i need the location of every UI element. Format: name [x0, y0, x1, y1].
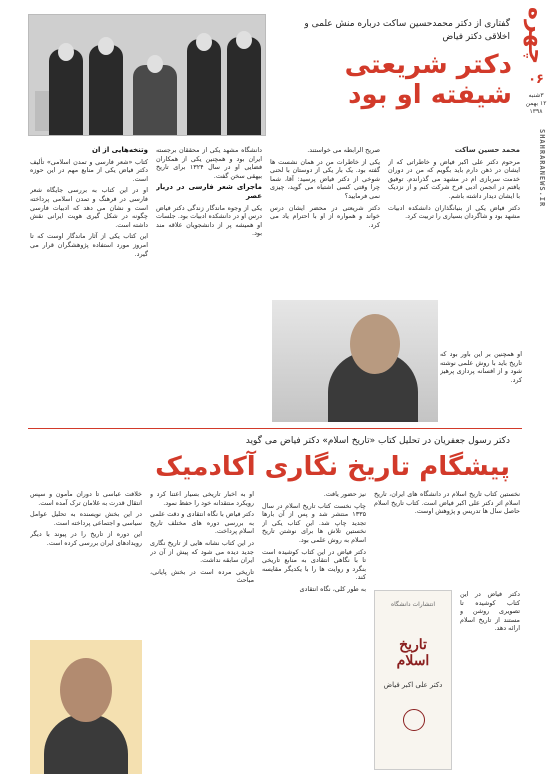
site-url[interactable]: SHAHRARANEWS.IR	[538, 128, 546, 208]
article-column	[460, 590, 520, 770]
photo-figure	[227, 37, 261, 135]
masthead-logo[interactable]: چهره	[523, 7, 548, 65]
section-divider	[28, 428, 522, 429]
article-headline[interactable]: پیشگام تاریخ نگاری آکادمیک	[155, 452, 510, 482]
photo-figure-head	[58, 43, 74, 61]
paragraph: دکتر شریعتی در محضر ایشان درس خواند و همواره از او با احترام یاد می کرد.	[270, 203, 380, 229]
paragraph: مرحوم دکتر علی اکبر فیاض و خاطراتی که از ایشان در ذهن دارم باید بگویم که من در دوران خدمت سربازی ام در مشهد می گذراندم. توفیق یافتم در انجمن ادبی فرخ شرکت کنم و از نزدیک با ایشان دیدار داشته باشم.	[388, 157, 520, 200]
paragraph: دکتر فیاض با نگاه انتقادی و دقت علمی به بررسی دوره های مختلف تاریخ اسلام پرداخت.	[150, 510, 254, 536]
paragraph: این کتاب یکی از آثار ماندگار اوست که تا امروز مورد استفاده پژوهشگران قرار می گیرد.	[30, 232, 148, 258]
portrait-photo	[30, 640, 142, 774]
portrait-face	[350, 314, 400, 374]
paragraph: در این بخش نویسنده به تحلیل عوامل سیاسی و اجتماعی پرداخته است.	[30, 510, 142, 527]
paragraph: تاریخی مرده است در بخش پایانی، مباحث	[150, 567, 254, 585]
article-headline[interactable]: دکتر شریعتی شیفته او بود	[344, 50, 512, 110]
article-column	[30, 490, 142, 640]
article-column	[374, 490, 520, 582]
article-column	[262, 490, 366, 772]
photo-figure	[49, 49, 83, 135]
paragraph: دکتر فیاض یکی از بنیانگذاران دانشکده ادبیات مشهد بود و شاگردان بسیاری را تربیت کرد.	[388, 203, 520, 221]
photo-figure	[133, 65, 177, 135]
photo-figure	[89, 45, 123, 135]
article-column	[270, 146, 380, 326]
paragraph: او در این کتاب به بررسی جایگاه شعر فارسی در فرهنگ و تمدن اسلامی پرداخته است و نشان می دهد که ادبیات فارسی چگونه در شکل گیری هویت ایرانی نقش داشته است.	[30, 186, 148, 229]
subheading: ماجرای شعر فارسی در دربار عصر	[156, 183, 262, 200]
paragraph: او به اخبار تاریخی بسیار اعتنا کرد و رویکرد منتقدانه خود را حفظ نمود.	[150, 490, 254, 507]
historic-group-photo	[28, 14, 266, 136]
paragraph: خلافت عباسی تا دوران مأمون و سپس انتقال قدرت به غلامان ترک آمده است.	[30, 490, 142, 507]
book-cover	[374, 590, 452, 770]
photo-figure-head	[147, 55, 163, 73]
emblem-icon	[403, 709, 425, 731]
article-column	[150, 490, 254, 772]
portrait-photo	[272, 300, 438, 422]
byline: محمد حسین ساکت	[454, 146, 520, 154]
paragraph: نخستین کتاب تاریخ اسلام در دانشگاه های ایران، تاریخ اسلام اثر دکتر علی اکبر فیاض است. کتاب تاریخ اسلام حاصل سال ها تدریس و پژوهش اوست.	[374, 490, 520, 516]
book-title: تاریخ اسلام	[396, 637, 430, 669]
article-column	[440, 350, 522, 424]
paragraph: نیز حضور یافت.	[323, 490, 366, 498]
issue-date: ۳شنبه ۱۲ بهمن ۱۳۹۸	[525, 92, 547, 115]
page-number: ۰۶	[528, 72, 544, 87]
paragraph: یکی از خاطرات من در همان نشست ها گفته بود. یک بار یکی از دوستان با لحنی شوخی از دکتر فیاض پرسید: آقا، شما چرا وقتی کسی اشتباه می گوید، چیزی نمی فرمایید؟	[270, 157, 380, 200]
paragraph: در این کتاب نشانه هایی از تاریخ نگاری جدید دیده می شود که پیش از آن در ایران سابقه نداشت.	[150, 538, 254, 565]
subheading: وتنخه‌هایی از آن	[92, 146, 148, 154]
book-author: دکتر علی اکبر فیاض	[383, 681, 443, 689]
portrait-face	[60, 658, 112, 722]
paragraph: یکی از وجوه ماندگار زندگی دکتر فیاض درس او در دانشکده ادبیات بود. جلسات او همیشه پر از دانشجویان علاقه مند بود.	[156, 203, 262, 238]
article-column	[156, 146, 262, 424]
paragraph: صریح الرابطه می خواستند.	[307, 146, 380, 154]
paragraph: دانشگاه مشهد یکی از محققان برجسته ایران بود و همچنین یکی از همکاران فضایی او در سال ۱۳۲۴ برای تاریخ بیهقی سخن گفت.	[156, 146, 262, 180]
paragraph: چاپ نخست کتاب تاریخ اسلام در سال ۱۳۳۵ منتشر شد و پس از آن بارها تجدید چاپ شد. این کتاب یکی از نخستین تلاش ها برای نوشتن تاریخ اسلام به روش علمی بود.	[262, 501, 366, 544]
photo-figure	[187, 39, 221, 135]
masthead	[522, 0, 550, 220]
paragraph: به طور کلی، نگاه انتقادی	[299, 584, 366, 593]
paragraph: او همچنین بر این باور بود که تاریخ باید با روش علمی نوشته شود و از افسانه پردازی پرهیز کرد.	[440, 350, 522, 384]
paragraph: کتاب «شعر فارسی و تمدن اسلامی» تألیف دکتر فیاض یکی از منابع مهم در این حوزه است.	[30, 157, 148, 183]
paragraph: این دوره از تاریخ را در پیوند با دیگر رویدادهای ایران بررسی کرده است.	[30, 530, 142, 547]
photo-figure-head	[196, 33, 212, 51]
article-kicker: دکتر رسول جعفریان در تحلیل کتاب «تاریخ اسلام» دکتر فیاض می گوید	[245, 436, 510, 446]
book-series: انتشارات دانشگاه	[390, 601, 436, 608]
portrait-body	[44, 714, 128, 774]
article-column	[30, 146, 148, 424]
article-kicker: گفتاری از دکتر محمدحسین ساکت درباره منش علمی و اخلاقی دکتر فیاض	[304, 19, 510, 42]
photo-figure-head	[98, 37, 114, 55]
photo-figure-head	[236, 31, 252, 49]
paragraph: دکتر فیاض در این کتاب کوشیده تا تصویری روشن و مستند از تاریخ اسلام ارائه دهد.	[460, 590, 520, 633]
paragraph: دکتر فیاض در این کتاب کوشیده است تا با نگاهی انتقادی به منابع تاریخی بنگرد و روایت ها را با یکدیگر مقایسه کند.	[262, 547, 366, 582]
